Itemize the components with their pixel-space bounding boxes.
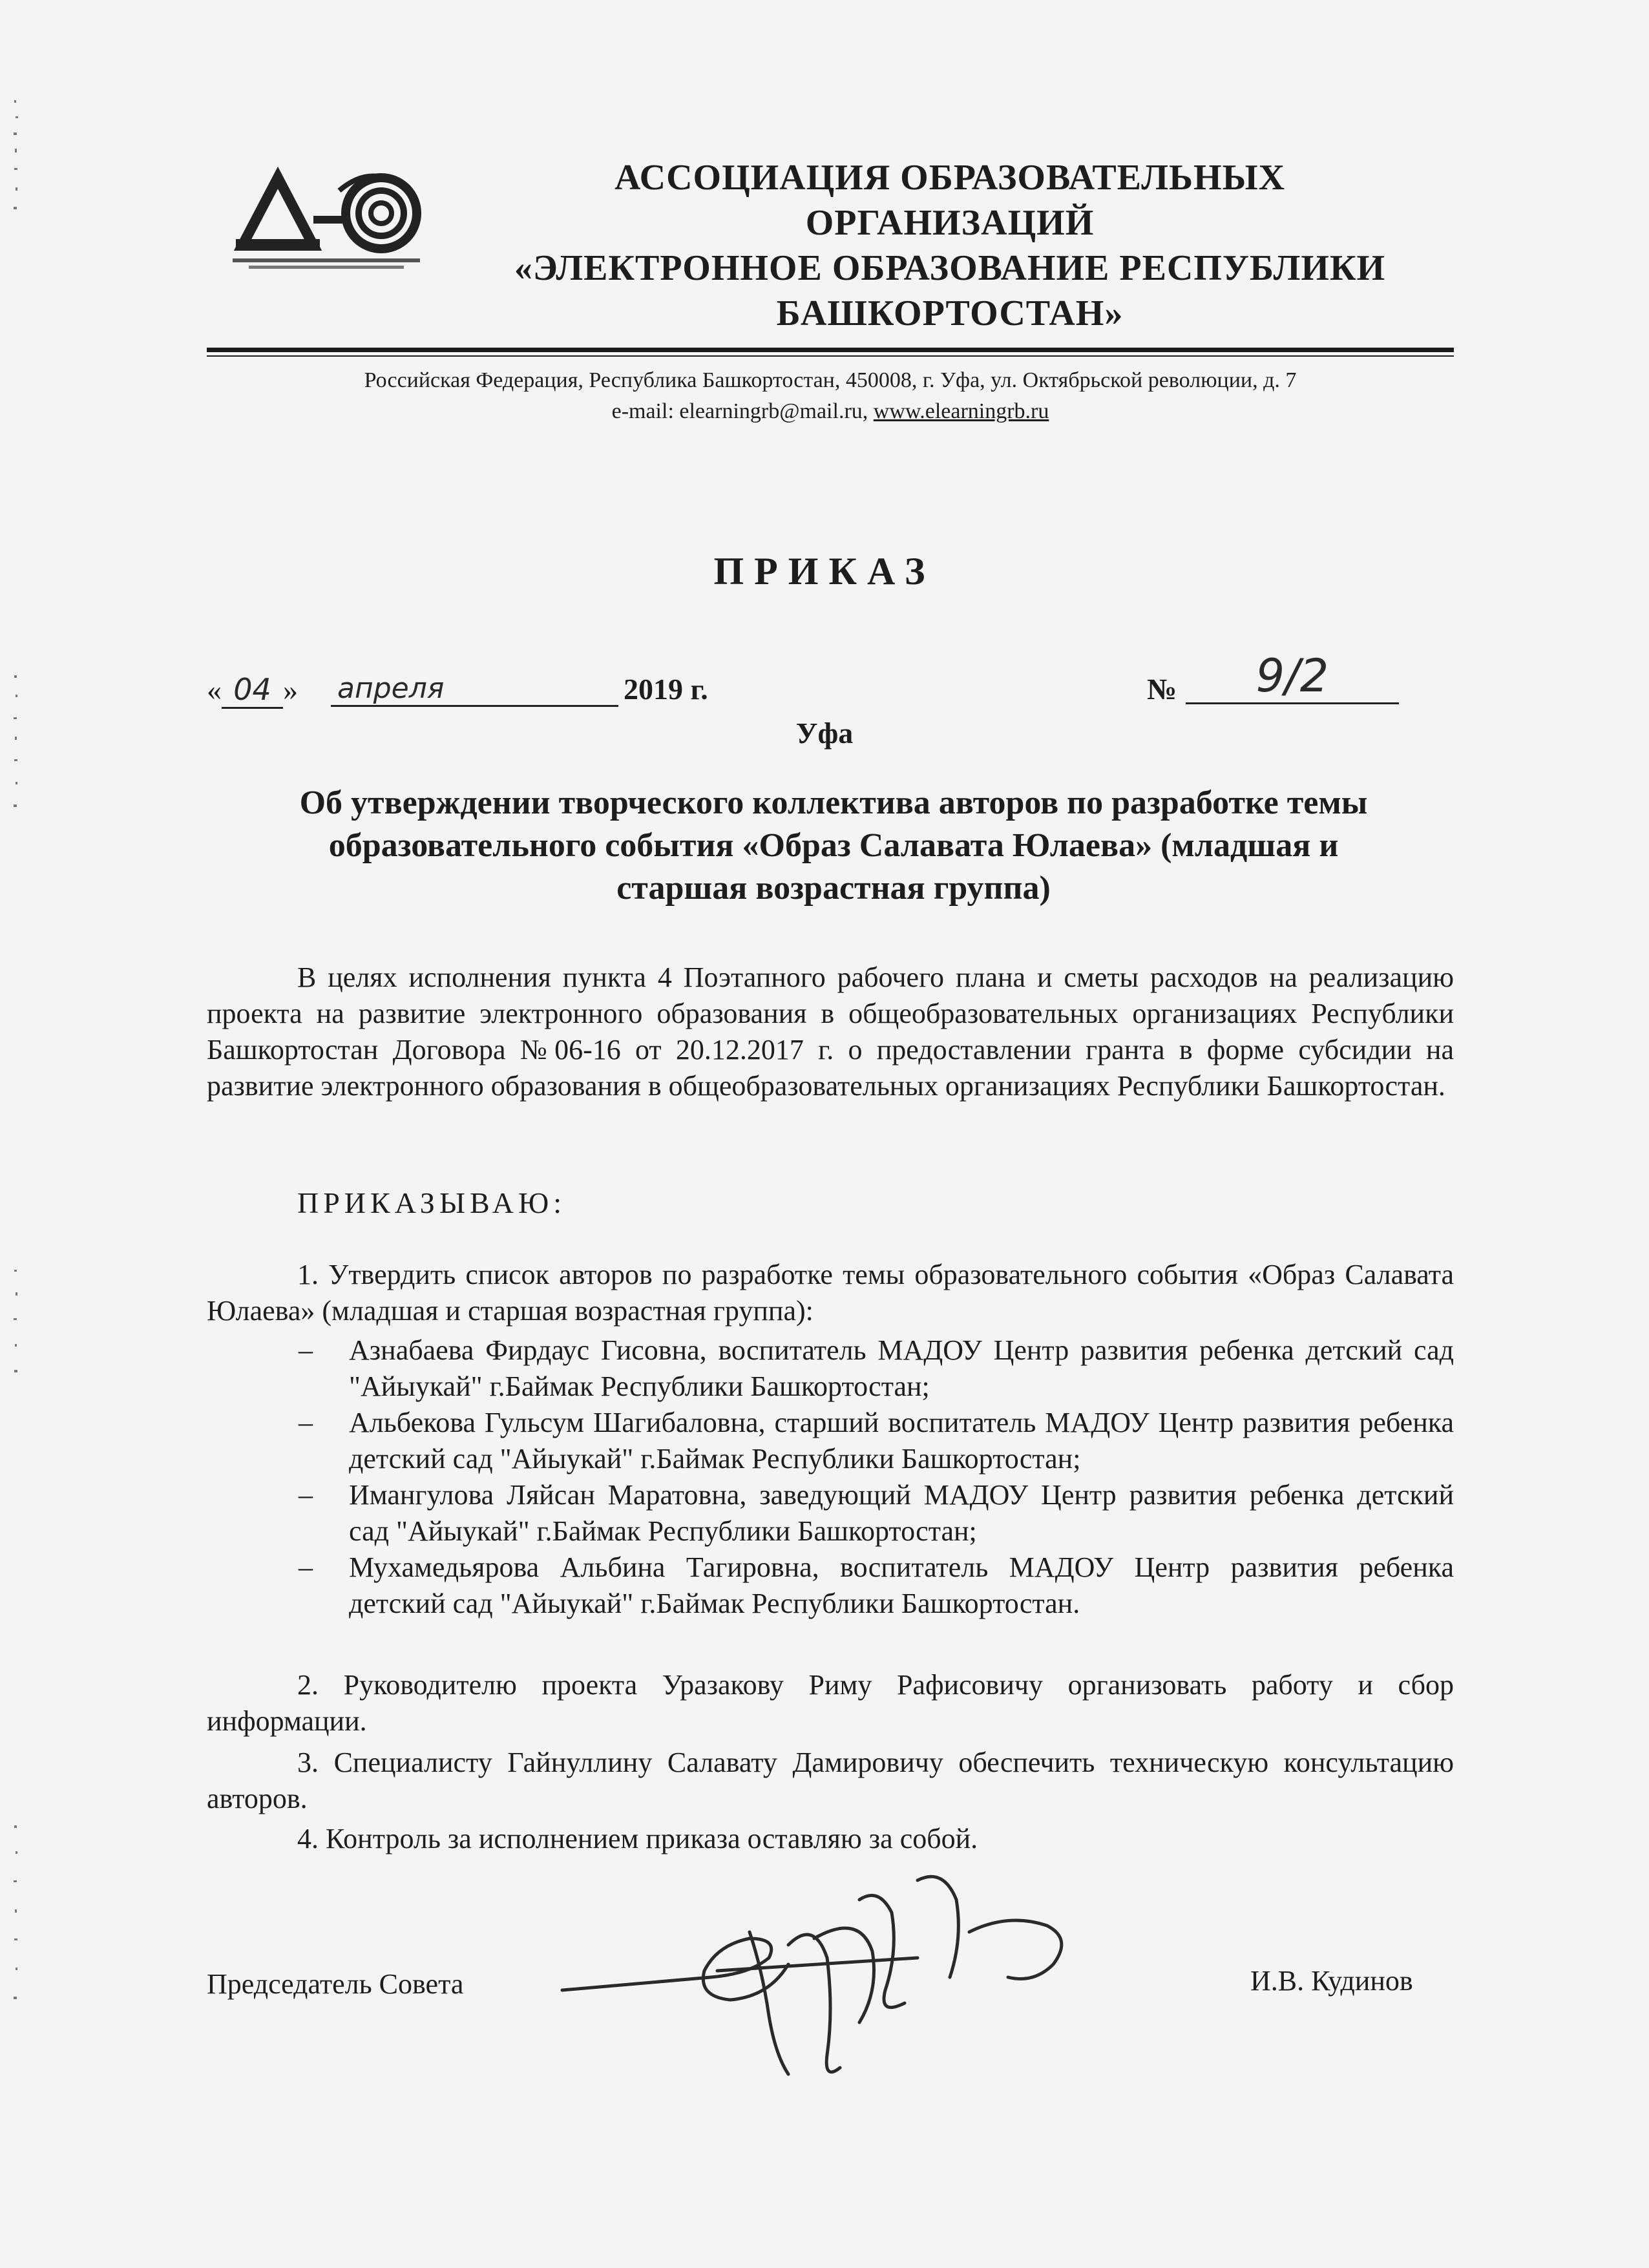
organization-address bbox=[207, 365, 1454, 427]
order-number-label: № bbox=[1147, 673, 1177, 706]
order-city: Уфа bbox=[795, 717, 854, 750]
scan-artifact-marks bbox=[12, 1266, 21, 1396]
postal-address: Российская Федерация, Республика Башкортостан, 450008, г. Уфа, ул. Октябрьской революции, д. 7 bbox=[364, 368, 1297, 392]
subject-line: Об утверждении творческого коллектива авторов по разработке темы bbox=[299, 784, 1368, 821]
quote-open: « bbox=[207, 673, 222, 706]
website-link[interactable]: www.elearningrb.ru bbox=[873, 399, 1049, 423]
command-word: ПРИКАЗЫВАЮ: bbox=[297, 1186, 567, 1219]
email: e-mail: elearningrb@mail.ru, bbox=[611, 399, 868, 423]
org-name-line: АССОЦИАЦИЯ ОБРАЗОВАТЕЛЬНЫХ bbox=[614, 158, 1286, 198]
author-entry bbox=[299, 1405, 1454, 1477]
order-subject bbox=[220, 782, 1447, 910]
intro-paragraph: В целях исполнения пункта 4 Поэтапного рабочего плана и сметы расходов на реализацию проекта на развитие электронного образования в общеобразовательных организациях Республики Башкортостан Договора №06-16 от 20.12.2017 г. о предоставлении гранта в форме субсидии на развитие электронного образования в общеобразовательных организациях Республики Башкортостан. bbox=[207, 961, 1454, 1102]
list-dash: – bbox=[299, 1479, 313, 1511]
list-dash: – bbox=[299, 1334, 313, 1366]
author-entry bbox=[299, 1477, 1454, 1549]
list-dash: – bbox=[299, 1407, 313, 1438]
document-title: ПРИКАЗ bbox=[713, 550, 936, 593]
author-entry bbox=[299, 1332, 1454, 1405]
signatory-position: Председатель Совета bbox=[207, 1968, 464, 2000]
authors-list bbox=[299, 1332, 1454, 1622]
subject-line: старшая возрастная группа) bbox=[616, 870, 1051, 907]
order-month: апреля bbox=[331, 672, 618, 707]
signatory-name: И.В. Кудинов bbox=[1250, 1965, 1413, 1997]
org-name-line: «ЭЛЕКТРОННОЕ ОБРАЗОВАНИЕ РЕСПУБЛИКИ bbox=[514, 248, 1386, 288]
author-text: Азнабаева Фирдаус Гисовна, воспитатель МАДОУ Центр развития ребенка детский сад "Айыукай" г.Баймак Республики Башкортостан; bbox=[349, 1334, 1454, 1402]
item-2: 2. Руководителю проекта Уразакову Риму Рафисовичу организовать работу и сбор информации. bbox=[207, 1669, 1454, 1737]
contact-line bbox=[207, 396, 1454, 427]
author-text: Мухамедьярова Альбина Тагировна, воспитатель МАДОУ Центр развития ребенка детский сад "Айыукай" г.Баймак Республики Башкортостан. bbox=[349, 1551, 1454, 1619]
organization-name bbox=[446, 155, 1454, 336]
day-value: 04 bbox=[222, 672, 283, 709]
organization-logo bbox=[223, 165, 436, 275]
org-name-line: БАШКОРТОСТАН» bbox=[776, 293, 1124, 333]
item-3: 3. Специалисту Гайнуллину Салавату Дамировичу обеспечить техническую консультацию авторов. bbox=[207, 1747, 1454, 1814]
org-name-line: ОРГАНИЗАЦИЙ bbox=[805, 203, 1095, 243]
scan-artifact-marks bbox=[12, 1822, 21, 2010]
item-1: 1. Утвердить список авторов по разработке темы образовательного события «Образ Салавата Юлаева» (младшая и старшая возрастная группа): bbox=[207, 1259, 1454, 1327]
subject-line: образовательного события «Образ Салавата Юлаева» (младшая и bbox=[328, 827, 1339, 864]
header-divider bbox=[207, 348, 1454, 352]
item-4: 4. Контроль за исполнением приказа оставляю за собой. bbox=[297, 1823, 978, 1854]
author-text: Имангулова Ляйсан Маратовна, заведующий МАДОУ Центр развития ребенка детский сад "Айыукай" г.Баймак Республики Башкортостан; bbox=[349, 1479, 1454, 1547]
handwritten-signature bbox=[556, 1861, 1137, 2094]
header-divider-thin bbox=[207, 355, 1454, 357]
author-entry bbox=[299, 1549, 1454, 1622]
scan-artifact-marks bbox=[12, 97, 21, 226]
quote-close: » bbox=[283, 673, 298, 706]
order-year: 2019 г. bbox=[624, 673, 708, 706]
order-day bbox=[207, 672, 298, 709]
author-text: Альбекова Гульсум Шагибаловна, старший воспитатель МАДОУ Центр развития ребенка детский сад "Айыукай" г.Баймак Республики Башкортостан; bbox=[349, 1407, 1454, 1475]
order-number: 9/2 bbox=[1186, 649, 1399, 704]
list-dash: – bbox=[299, 1551, 313, 1583]
